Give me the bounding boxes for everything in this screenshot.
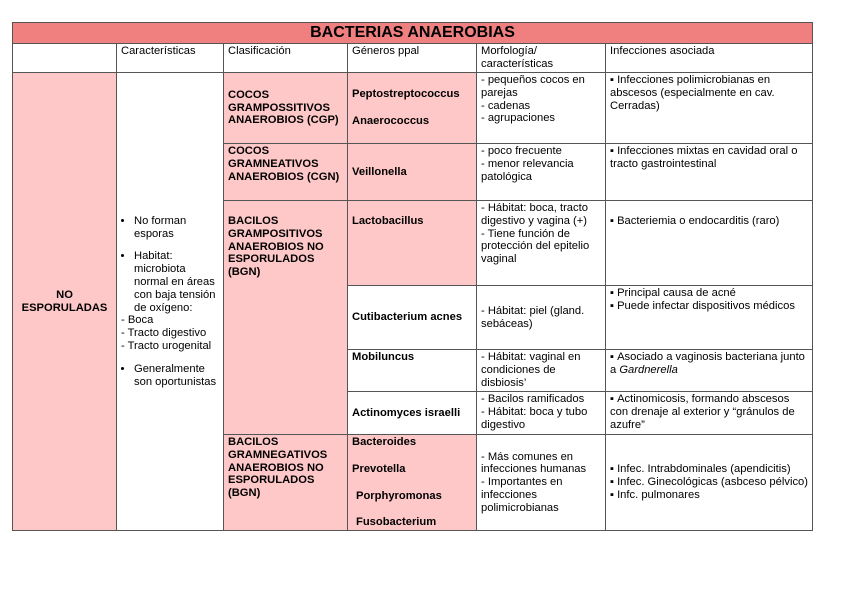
infec-veillonella-1: ▪ Infecciones mixtas en cavidad oral o tracto gastrointestinal xyxy=(610,145,808,171)
morf-bgn-neg-1: - Más comunes en infecciones humanas xyxy=(481,450,587,476)
bacterias-anaerobias-table xyxy=(12,22,813,531)
infec-lactobacillus-1: ▪ Bacteriemia o endocarditis (raro) xyxy=(610,215,808,228)
infec-actinomyces-1: ▪ Actinomicosis, formando abscesos con drenaje al exterior y “gránulos de azufre” xyxy=(610,393,808,431)
morf-cutibacterium xyxy=(477,286,606,350)
morf-cutibacterium-1: - Hábitat: piel (gland. sebáceas) xyxy=(481,304,585,330)
bacteria-table-wrapper xyxy=(12,22,812,531)
morf-veillonella-2: - menor relevancia patológica xyxy=(481,157,574,183)
morf-veillonella xyxy=(477,144,606,201)
habitat-boca: - Boca xyxy=(121,314,154,327)
morf-lactobacillus xyxy=(477,201,606,286)
morf-mobiluncus xyxy=(477,350,606,392)
header-clasificacion: Clasificación xyxy=(224,44,348,73)
clasif-cgn: COCOS GRAMNEATIVOS ANAEROBIOS (CGN) xyxy=(224,144,348,201)
caracteristicas-cell xyxy=(117,73,224,531)
morf-actinomyces xyxy=(477,392,606,435)
morf-cgp-2: - cadenas xyxy=(481,99,531,112)
infec-veillonella xyxy=(606,144,813,201)
infec-actinomyces xyxy=(606,392,813,435)
genero-lactobacillus: Lactobacillus xyxy=(348,201,477,286)
habitat-text: Habitat: microbiota normal en áreas con baja tensión de oxígeno: xyxy=(134,250,216,314)
genero-veillonella: Veillonella xyxy=(348,144,477,201)
infec-mobiluncus-gardnerella: Gardnerella xyxy=(619,363,678,376)
morf-lactobacillus-2: - Tiene función de protección del epitelio vaginal xyxy=(481,227,590,266)
infec-cutibacterium xyxy=(606,286,813,350)
genero-anaerococcus: Anaerococcus xyxy=(352,115,430,127)
caracteristica-oportunistas: • Generalmente son oportunistas xyxy=(134,363,219,389)
genero-actinomyces: Actinomyces israelli xyxy=(348,392,477,435)
infec-mobiluncus-text: Asociado a vaginosis bacteriana junto a xyxy=(610,351,805,376)
morf-cgp xyxy=(477,73,606,144)
infec-bgn-neg xyxy=(606,435,813,531)
infec-mobiluncus-1 xyxy=(610,351,808,377)
infec-bgn-neg-1: ▪ Infec. Intrabdominales (apendicitis) xyxy=(610,463,808,476)
morf-lactobacillus-1: - Hábitat: boca, tracto digestivo y vagina (+) xyxy=(481,202,588,227)
genero-porphyromonas: Porphyromonas xyxy=(356,489,442,502)
morf-bgn-neg xyxy=(477,435,606,531)
header-row xyxy=(13,44,813,73)
infec-cgp-1: ▪ Infecciones polimicrobianas en abscesos (especialmente en cav. Cerradas) xyxy=(610,74,808,112)
title-row xyxy=(13,23,813,44)
caracteristica-no-esporas: • No forman esporas xyxy=(134,215,219,241)
caracteristicas-list xyxy=(121,215,219,389)
morf-veillonella-1: - poco frecuente xyxy=(481,145,562,157)
morf-actinomyces-1: - Bacilos ramificados xyxy=(481,393,585,405)
genero-bacteroides: Bacteroides xyxy=(352,436,417,448)
clasif-cgp: COCOS GRAMPOSSITIVOS ANAEROBIOS (CGP) xyxy=(224,73,348,144)
infec-lactobacillus xyxy=(606,201,813,286)
clasif-bgn-neg: BACILOS GRAMNEGATIVOS ANAEROBIOS NO ESPORULADOS (BGN) xyxy=(224,435,348,531)
genero-bgn-neg xyxy=(348,435,477,531)
morf-cgp-3: - agrupaciones xyxy=(481,112,556,125)
genero-cgp xyxy=(348,73,477,144)
genero-peptostreptococcus: Peptostreptococcus xyxy=(352,88,460,101)
morf-mobiluncus-1: - Hábitat: vaginal en condiciones de disbiosis’ xyxy=(481,351,581,389)
header-infecciones: Infecciones asociada xyxy=(606,44,813,73)
row-cgp xyxy=(13,73,813,144)
group-label: NO ESPORULADAS xyxy=(21,288,108,314)
genero-prevotella: Prevotella xyxy=(352,462,406,475)
header-caracteristicas: Características xyxy=(117,44,224,73)
header-morfologia: Morfología/ características xyxy=(477,44,606,73)
caracteristica-habitat xyxy=(121,250,219,352)
infec-mobiluncus xyxy=(606,350,813,392)
morf-actinomyces-2: - Hábitat: boca y tubo digestivo xyxy=(481,405,588,431)
genero-mobiluncus: Mobiluncus xyxy=(348,350,477,392)
genero-fusobacterium: Fusobacterium xyxy=(356,516,437,529)
habitat-digestivo: - Tracto digestivo xyxy=(121,327,207,340)
morf-bgn-neg-2: - Importantes en infecciones polimicrobianas xyxy=(481,476,563,514)
infec-bgn-neg-2: ▪ Infec. Ginecológicas (asbceso pélvico) xyxy=(610,476,808,489)
infec-cutibacterium-1: ▪ Principal causa de acné xyxy=(610,287,808,300)
infec-cutibacterium-2: ▪ Puede infectar dispositivos médicos xyxy=(610,300,808,313)
genero-cutibacterium: Cutibacterium acnes xyxy=(348,286,477,350)
table-title: BACTERIAS ANAEROBIAS xyxy=(13,23,813,44)
morf-cgp-1: - pequeños cocos en parejas xyxy=(481,74,585,99)
header-empty xyxy=(13,44,117,73)
infec-bgn-neg-3: ▪ Infc. pulmonares xyxy=(610,489,808,502)
group-label-cell xyxy=(13,73,117,531)
clasif-bgn-pos: BACILOS GRAMPOSITIVOS ANAEROBIOS NO ESPORULADOS (BGN) xyxy=(224,201,348,435)
infec-cgp xyxy=(606,73,813,144)
habitat-urogenital: - Tracto urogenital xyxy=(121,339,212,352)
header-generos: Géneros ppal xyxy=(348,44,477,73)
